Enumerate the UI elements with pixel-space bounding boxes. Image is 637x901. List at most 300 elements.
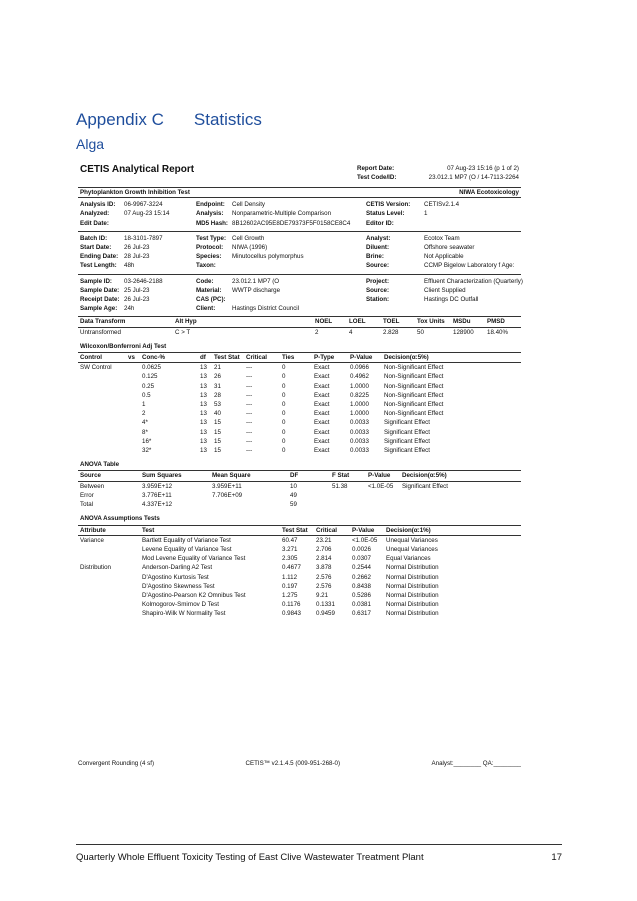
table-cell: 0	[282, 364, 286, 372]
table-cell	[78, 609, 140, 618]
table-cell	[78, 446, 126, 455]
report-date: 07 Aug-23 15:16 (p 1 of 2)	[447, 165, 519, 172]
table-cell: 0.0625	[142, 364, 161, 372]
test-code: 23.012.1 MP7 (O / 14-7113-2264	[428, 174, 519, 182]
table-cell: 15	[214, 437, 221, 445]
table-cell: 0	[282, 401, 286, 409]
column-header: MSDu	[451, 317, 485, 327]
table-cell: 0.9459	[316, 610, 335, 618]
table-cell: 0.0033	[350, 419, 369, 427]
field-value: 26 Jul-23	[124, 296, 150, 304]
table-cell	[330, 491, 366, 500]
table-cell: 2	[142, 410, 146, 418]
appendix-label: Appendix C	[76, 110, 164, 129]
field-value: Client Supplied	[424, 286, 466, 294]
table-cell: ---	[246, 447, 253, 455]
table-cell: ---	[246, 373, 253, 381]
table-cell: 10	[290, 482, 297, 490]
field-value: 23.012.1 MP7 (O	[232, 277, 280, 285]
batch-block	[78, 232, 521, 275]
table-cell: Mod Levene Equality of Variance Test	[142, 555, 246, 563]
field-label: Source:	[366, 262, 390, 270]
table-cell	[366, 500, 400, 509]
table-cell: Significant Effect	[384, 419, 430, 427]
table-cell	[210, 500, 288, 509]
field-value	[232, 295, 366, 304]
table-cell: 0.8438	[352, 582, 371, 590]
cetis-report	[78, 163, 521, 619]
column-header: Source	[78, 471, 140, 481]
field-label: Endpoint:	[196, 201, 225, 209]
table-cell	[126, 372, 140, 381]
table-cell: Unequal Variances	[386, 536, 438, 544]
field-value: Cell Growth	[232, 234, 265, 242]
report-header	[78, 163, 521, 185]
table-cell: ---	[246, 419, 253, 427]
table-cell: Non-Significant Effect	[384, 382, 444, 390]
field-label: Receipt Date:	[80, 296, 120, 304]
table-cell: 0.4962	[350, 373, 369, 381]
table-cell: 0.9843	[282, 610, 301, 618]
table-cell: Variance	[80, 536, 104, 544]
table-cell: 2	[315, 328, 319, 336]
table-cell	[78, 418, 126, 427]
column-header: DF	[288, 471, 330, 481]
wilcoxon-row	[78, 428, 521, 437]
table-cell: Exact	[314, 364, 330, 372]
table-cell: Normal Distribution	[386, 564, 439, 572]
table-cell: 0.0033	[350, 428, 369, 436]
table-cell	[126, 446, 140, 455]
field-label: Batch ID:	[80, 234, 108, 242]
table-cell: Kolmogorov-Smirnov D Test	[142, 601, 219, 609]
field-label: Material:	[196, 286, 222, 294]
appendix-heading	[76, 110, 262, 130]
table-cell	[400, 500, 521, 509]
assumptions-row	[78, 609, 521, 618]
table-cell: Exact	[314, 382, 330, 390]
field-label: CETIS Version:	[366, 201, 411, 209]
column-header: Test Stat	[280, 526, 314, 536]
table-cell: 0	[282, 410, 286, 418]
table-cell: Normal Distribution	[386, 591, 439, 599]
assumptions-row	[78, 545, 521, 554]
wilcoxon-row	[78, 437, 521, 446]
field-value	[124, 219, 196, 228]
report-meta	[357, 164, 519, 182]
analysis-block	[78, 198, 521, 232]
anova-title: ANOVA Table	[78, 455, 521, 471]
table-cell: ---	[246, 410, 253, 418]
table-cell: Levene Equality of Variance Test	[142, 545, 232, 553]
table-cell: 0.2544	[352, 564, 371, 572]
wilcoxon-row	[78, 446, 521, 455]
field-value: 18-3101-7897	[124, 234, 163, 242]
assumptions-header-row	[78, 526, 521, 536]
field-label: Status Level:	[366, 210, 405, 218]
assumptions-row	[78, 554, 521, 563]
table-cell: 16*	[142, 437, 152, 445]
field-label: Brine:	[366, 253, 384, 261]
assumptions-table	[78, 526, 521, 619]
table-cell: 13	[200, 410, 207, 418]
wilcoxon-row	[78, 363, 521, 373]
field-value	[232, 261, 366, 270]
table-cell: 13	[200, 364, 207, 372]
field-label: Species:	[196, 253, 222, 261]
lab-name: NIWA Ecotoxicology	[459, 189, 519, 196]
assumptions-title: ANOVA Assumptions Tests	[78, 509, 521, 525]
table-cell: D'Agostino Kurtosis Test	[142, 573, 209, 581]
table-cell: 13	[200, 447, 207, 455]
transform-row	[78, 327, 521, 337]
table-cell: 0.125	[142, 373, 158, 381]
table-cell: 4*	[142, 419, 148, 427]
anova-row	[78, 481, 521, 491]
table-cell	[126, 363, 140, 373]
table-cell	[126, 382, 140, 391]
table-cell: 13	[200, 428, 207, 436]
table-cell	[126, 428, 140, 437]
table-cell: 13	[200, 437, 207, 445]
assumptions-row	[78, 591, 521, 600]
table-cell: 1.275	[282, 591, 298, 599]
table-cell: 23.21	[316, 536, 332, 544]
table-cell	[78, 554, 140, 563]
field-label: MD5 Hash:	[196, 219, 228, 227]
table-cell: Exact	[314, 428, 330, 436]
table-cell	[78, 391, 126, 400]
table-cell	[400, 491, 521, 500]
table-cell	[78, 372, 126, 381]
field-value: Hastings District Council	[232, 305, 300, 313]
column-header: Data Transform	[78, 317, 173, 327]
table-cell: D'Agostino-Pearson K2 Omnibus Test	[142, 591, 246, 599]
field-value: 03-2646-2188	[124, 277, 163, 285]
table-cell	[78, 409, 126, 418]
assumptions-row	[78, 535, 521, 545]
field-label: Diluent:	[366, 244, 390, 252]
table-cell: 13	[200, 391, 207, 399]
table-cell: Unequal Variances	[386, 545, 438, 553]
table-cell: 13	[200, 373, 207, 381]
table-cell: 0	[282, 373, 286, 381]
report-title: CETIS Analytical Report	[80, 164, 195, 175]
table-cell: 0.1331	[316, 601, 335, 609]
table-cell: 0	[282, 419, 286, 427]
table-cell	[78, 428, 126, 437]
table-cell	[126, 391, 140, 400]
field-label: Sample Age:	[80, 305, 118, 313]
table-cell: Normal Distribution	[386, 601, 439, 609]
table-cell: 128900	[453, 328, 474, 336]
table-cell: Significant Effect	[384, 428, 430, 436]
table-cell: <1.0E-05	[368, 482, 394, 490]
table-cell: 0.0381	[352, 601, 371, 609]
field-value: CCMP Bigelow Laboratory f Age:	[424, 262, 515, 270]
field-label: Test Length:	[80, 262, 117, 270]
table-cell: 3.959E+12	[142, 482, 173, 490]
table-cell: SW Control	[80, 364, 112, 372]
column-header: Decision(α:5%)	[400, 471, 521, 481]
field-value: Nonparametric-Multiple Comparison	[232, 210, 332, 218]
table-cell: 0.8225	[350, 391, 369, 399]
field-label: Taxon:	[196, 262, 216, 270]
table-cell: 0.4677	[282, 564, 301, 572]
table-cell: 15	[214, 428, 221, 436]
test-name: Phytoplankton Growth Inhibition Test	[80, 189, 190, 196]
table-cell: D'Agostino Skewness Test	[142, 582, 215, 590]
table-cell: 28	[214, 391, 221, 399]
table-cell: ---	[246, 391, 253, 399]
table-cell: 2.814	[316, 555, 332, 563]
field-value: Not Applicable	[424, 253, 464, 261]
table-cell: Error	[80, 491, 94, 499]
table-cell: Non-Significant Effect	[384, 391, 444, 399]
field-label: Test Type:	[196, 234, 227, 242]
field-value: Minutocellus polymorphus	[232, 253, 304, 261]
column-header: TOEL	[381, 317, 415, 327]
field-label: Source:	[366, 286, 390, 294]
table-cell	[126, 437, 140, 446]
field-value: 48h	[124, 262, 135, 270]
table-cell: Bartlett Equality of Variance Test	[142, 536, 231, 544]
table-cell: 0.0033	[350, 447, 369, 455]
table-cell	[78, 545, 140, 554]
table-cell: 32*	[142, 447, 152, 455]
column-header: Conc-%	[140, 353, 198, 363]
table-cell: 31	[214, 382, 221, 390]
table-cell: Exact	[314, 391, 330, 399]
field-value	[424, 219, 523, 228]
table-cell: 1.0000	[350, 382, 369, 390]
test-code-label: Test Code/ID:	[357, 174, 397, 182]
table-cell: 21	[214, 364, 221, 372]
wilcoxon-row	[78, 409, 521, 418]
column-header: F Stat	[330, 471, 366, 481]
table-cell: 4.337E+12	[142, 501, 173, 509]
report-date-label: Report Date:	[357, 165, 395, 172]
table-cell: ---	[246, 401, 253, 409]
table-cell: 2.576	[316, 582, 332, 590]
table-cell: <1.0E-05	[352, 536, 378, 544]
sample-block	[78, 275, 521, 318]
field-label: Edit Date:	[80, 219, 109, 227]
table-cell: 0.0307	[352, 555, 371, 563]
column-header: P-Value	[350, 526, 384, 536]
table-cell: 0.5	[142, 391, 151, 399]
table-cell: 40	[214, 410, 221, 418]
table-cell: Equal Variances	[386, 555, 431, 563]
table-cell: 60.47	[282, 536, 298, 544]
table-cell	[78, 600, 140, 609]
page-footer-text: Quarterly Whole Effluent Toxicity Testing of East Clive Wastewater Treatment Plant	[76, 852, 424, 863]
table-cell: Exact	[314, 447, 330, 455]
table-cell: Anderson-Darling A2 Test	[142, 564, 213, 572]
table-cell	[126, 400, 140, 409]
table-cell: Exact	[314, 410, 330, 418]
table-cell: Non-Significant Effect	[384, 401, 444, 409]
field-value: 26 Jul-23	[124, 244, 150, 252]
table-cell: 3.959E+11	[212, 482, 242, 490]
column-header: Control	[78, 353, 126, 363]
table-cell: 15	[214, 447, 221, 455]
table-cell: 59	[290, 501, 297, 509]
table-cell: 13	[200, 382, 207, 390]
table-cell: 0.6317	[352, 610, 371, 618]
table-cell	[366, 491, 400, 500]
table-cell: Significant Effect	[384, 447, 430, 455]
column-header: Test	[140, 526, 280, 536]
table-cell: 1.0000	[350, 410, 369, 418]
field-value: 24h	[124, 305, 135, 313]
table-cell: 13	[200, 419, 207, 427]
assumptions-row	[78, 582, 521, 591]
anova-table	[78, 471, 521, 509]
table-cell: 0.1176	[282, 601, 301, 609]
table-cell: Exact	[314, 419, 330, 427]
table-cell: 2.706	[316, 545, 332, 553]
table-cell	[78, 437, 126, 446]
table-cell	[78, 382, 126, 391]
table-cell: 0.0966	[350, 364, 369, 372]
field-label: Protocol:	[196, 244, 224, 252]
table-cell	[126, 409, 140, 418]
table-cell: Normal Distribution	[386, 610, 439, 618]
wilcoxon-row	[78, 372, 521, 381]
table-cell: ---	[246, 428, 253, 436]
report-footer-right: Analyst:________ QA:________	[431, 760, 521, 767]
field-label: Analyst:	[366, 234, 391, 242]
field-value: 28 Jul-23	[124, 253, 150, 261]
field-value: 25 Jul-23	[124, 286, 150, 294]
anova-row	[78, 491, 521, 500]
assumptions-row	[78, 573, 521, 582]
field-label: Analyzed:	[80, 210, 110, 218]
table-cell: 0.197	[282, 582, 298, 590]
field-value: Cell Density	[232, 201, 266, 209]
table-cell: Untransformed	[80, 328, 121, 336]
table-cell: 0.0033	[350, 437, 369, 445]
column-header: Mean Square	[210, 471, 288, 481]
report-footer-center: CETIS™ v2.1.4.5 (009-951-268-0)	[245, 760, 341, 767]
appendix-title: Statistics	[193, 110, 262, 129]
table-cell: Total	[80, 501, 94, 509]
table-cell: Normal Distribution	[386, 573, 439, 581]
field-value: NIWA (1996)	[232, 244, 268, 252]
test-name-bar	[78, 187, 521, 198]
field-label: Editor ID:	[366, 219, 394, 227]
page-footer	[76, 852, 562, 863]
column-header: NOEL	[313, 317, 347, 327]
report-footer-left: Convergent Rounding (4 sf)	[78, 760, 155, 767]
wilcoxon-row	[78, 418, 521, 427]
field-value: 1	[424, 210, 428, 218]
table-cell: 0	[282, 382, 286, 390]
column-header: LOEL	[347, 317, 381, 327]
column-header: Alt Hyp	[173, 317, 313, 327]
field-value: Hastings DC Outfall	[424, 296, 479, 304]
field-value: Ecotox Team	[424, 234, 460, 242]
wilcoxon-row	[78, 391, 521, 400]
column-header: P-Value	[366, 471, 400, 481]
table-cell: 0.2662	[352, 573, 371, 581]
wilcoxon-row	[78, 400, 521, 409]
table-cell: Distribution	[80, 564, 111, 572]
column-header: Ties	[280, 353, 312, 363]
table-cell: 2.828	[383, 328, 399, 336]
assumptions-row	[78, 563, 521, 572]
column-header: PMSD	[485, 317, 521, 327]
table-cell: 2.576	[316, 573, 332, 581]
table-cell: 1.112	[282, 573, 298, 581]
field-label: Project:	[366, 277, 390, 285]
table-cell: Exact	[314, 401, 330, 409]
field-label: Code:	[196, 277, 214, 285]
table-cell: 1	[142, 401, 146, 409]
column-header: Attribute	[78, 526, 140, 536]
table-cell: ---	[246, 364, 253, 372]
table-cell: 0.5286	[352, 591, 371, 599]
table-cell	[78, 582, 140, 591]
table-cell: 0.0026	[352, 545, 371, 553]
table-cell: ---	[246, 437, 253, 445]
field-label: Sample ID:	[80, 277, 112, 285]
table-cell: 2.305	[282, 555, 298, 563]
field-value: 06-9967-3224	[124, 201, 163, 209]
field-label	[366, 304, 424, 313]
transform-header-row	[78, 317, 521, 327]
table-cell: 3.271	[282, 545, 298, 553]
column-header: Critical	[244, 353, 280, 363]
field-value	[424, 304, 523, 313]
table-cell: 3.776E+11	[142, 491, 172, 499]
table-cell: Between	[80, 482, 105, 490]
column-header: Test Stat	[212, 353, 244, 363]
field-label: Client:	[196, 305, 216, 313]
table-cell: 7.706E+09	[212, 491, 243, 499]
page-number: 17	[551, 852, 562, 863]
field-label: Analysis:	[196, 210, 224, 218]
column-header: P-Value	[348, 353, 382, 363]
table-cell: 0	[282, 428, 286, 436]
table-cell: 50	[417, 328, 424, 336]
table-cell: 9.21	[316, 591, 329, 599]
field-value: Effluent Characterization (Quarterly)	[424, 277, 523, 285]
table-cell: Shapiro-Wilk W Normality Test	[142, 610, 226, 618]
field-label: Sample Date:	[80, 286, 120, 294]
field-label: CAS (PC):	[196, 296, 226, 304]
table-cell: 49	[290, 491, 297, 499]
anova-row	[78, 500, 521, 509]
table-cell: 51.38	[332, 482, 348, 490]
wilcoxon-table	[78, 353, 521, 455]
column-header: vs	[126, 353, 140, 363]
table-cell: Exact	[314, 437, 330, 445]
table-cell	[78, 591, 140, 600]
field-value: WWTP discharge	[232, 286, 281, 294]
table-cell: 0	[282, 447, 286, 455]
field-label: Analysis ID:	[80, 201, 116, 209]
wilcoxon-title: Wilcoxon/Bonferroni Adj Test	[78, 337, 521, 353]
table-cell: 13	[200, 401, 207, 409]
table-cell	[78, 573, 140, 582]
table-cell: 26	[214, 373, 221, 381]
table-cell: Significant Effect	[384, 437, 430, 445]
table-cell: Non-Significant Effect	[384, 373, 444, 381]
column-header: Critical	[314, 526, 350, 536]
table-cell: C > T	[175, 328, 191, 336]
